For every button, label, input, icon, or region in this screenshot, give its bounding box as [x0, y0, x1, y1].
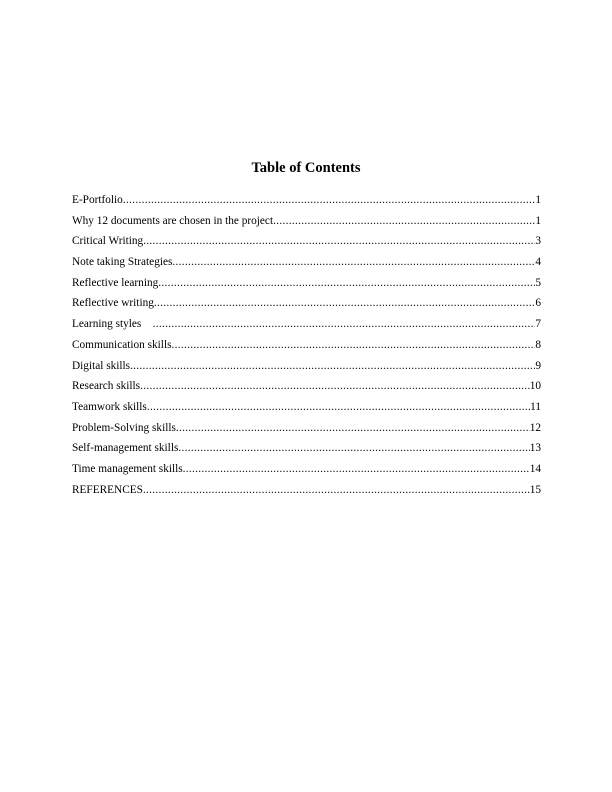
toc-title: Table of Contents	[251, 160, 361, 176]
toc-entry-page-number: 9	[535, 359, 541, 372]
toc-entry-label: Learning styles	[72, 318, 153, 331]
toc-entry-page-number: 10	[529, 380, 541, 393]
toc-dot-leader	[154, 293, 535, 314]
toc-dot-leader	[140, 376, 530, 397]
toc-entry[interactable]	[72, 273, 541, 294]
toc-entry[interactable]	[72, 231, 541, 252]
toc-dot-leader	[143, 480, 530, 501]
toc-entry-page-number: 8	[535, 338, 541, 351]
toc-entry-page-number: 11	[530, 400, 541, 413]
toc-entry[interactable]	[72, 438, 541, 459]
toc-entry-label: Self-management skills	[72, 442, 179, 455]
toc-entry[interactable]	[72, 190, 541, 211]
toc-dot-leader	[178, 438, 529, 459]
toc-entry-label: E-Portfolio	[72, 194, 123, 206]
toc-entry[interactable]	[72, 293, 541, 314]
toc-dot-leader	[171, 335, 535, 356]
toc-entry-page-number: 3	[535, 235, 541, 248]
toc-entry-page-number: 5	[535, 276, 541, 289]
toc-entry-label: Research skills	[72, 380, 141, 393]
toc-entry-label: Digital skills	[72, 359, 131, 372]
toc-list	[72, 190, 541, 500]
toc-entry[interactable]	[72, 376, 541, 397]
toc-entry-page-number: 12	[529, 421, 541, 434]
toc-dot-leader	[123, 190, 536, 211]
toc-dot-leader	[158, 273, 535, 294]
toc-entry-page-number: 15	[529, 483, 541, 496]
toc-entry[interactable]	[72, 335, 541, 356]
toc-dot-leader	[147, 397, 530, 418]
toc-entry[interactable]	[72, 356, 541, 377]
toc-entry[interactable]	[72, 211, 541, 232]
toc-dot-leader	[130, 356, 535, 377]
toc-entry-page-number: 1	[535, 214, 541, 227]
toc-entry-page-number: 14	[529, 462, 541, 475]
toc-dot-leader	[172, 252, 535, 273]
toc-entry-label: Teamwork skills	[72, 400, 147, 413]
toc-entry-page-number: 13	[529, 442, 541, 455]
toc-entry-label: Communication skills	[72, 338, 172, 351]
toc-entry[interactable]	[72, 252, 541, 273]
toc-entry-label: Note taking Strategies	[72, 256, 173, 269]
toc-entry[interactable]	[72, 397, 541, 418]
toc-entry-label: Reflective writing	[72, 297, 154, 310]
toc-dot-leader	[176, 418, 530, 439]
toc-entry-page-number: 1	[535, 194, 541, 206]
toc-dot-leader	[183, 459, 530, 480]
toc-dot-leader	[153, 314, 536, 335]
toc-entry[interactable]	[72, 314, 541, 335]
toc-entry[interactable]	[72, 418, 541, 439]
toc-dot-leader	[143, 231, 535, 252]
toc-dot-leader	[273, 211, 535, 232]
toc-entry-label: Time management skills	[72, 462, 183, 475]
toc-entry-page-number: 6	[535, 297, 541, 310]
toc-entry-page-number: 7	[535, 318, 541, 331]
toc-entry-label: Reflective learning	[72, 276, 159, 289]
toc-entry[interactable]	[72, 459, 541, 480]
toc-entry-label: Problem-Solving skills	[72, 421, 176, 434]
toc-entry-label: REFERENCES	[72, 483, 143, 496]
toc-entry-label: Critical Writing	[72, 235, 144, 248]
toc-entry-page-number: 4	[535, 256, 541, 269]
toc-entry-label: Why 12 documents are chosen in the project	[72, 214, 274, 227]
toc-entry[interactable]	[72, 480, 541, 501]
